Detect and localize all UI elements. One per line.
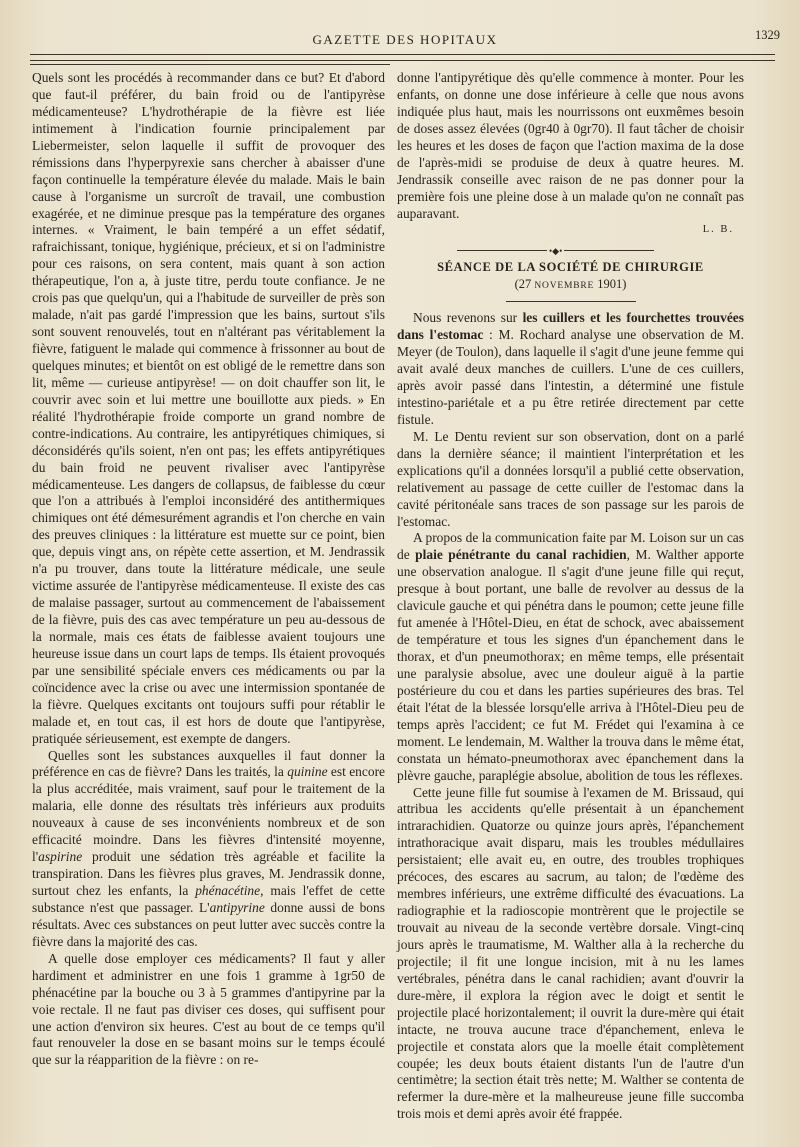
left-column bbox=[32, 70, 385, 1069]
author-signature: L. B. bbox=[702, 224, 734, 236]
term-phenacetine: phénacétine bbox=[195, 883, 261, 898]
paragraph-dosage: A quelle dose employer ces médicaments? Il faut y aller hardiment et administrer en une fois 1 gramme à 1gr50 de phénacétine par la bouche ou 3 à 5 grammes d'antipyrine par la voie rectale. Il ne faut pas diviser ces doses, qui suffisent pour une action d'environ six heures. C'est au bout de ce temps qu'il faut renouveler la dose en se basant moins sur le temps écoulé que sur la réapparition de la fièvre : on re- bbox=[32, 950, 385, 1068]
topic-spoons-forks: les cuillers et les fourchettes trouvées dans l'estomac bbox=[397, 310, 744, 343]
header-double-rule bbox=[30, 54, 775, 61]
paragraph-spinal-wound: A propos de la communication faite par M. Loison sur un cas de plaie pénétrante du canal rachidien, M. Walther apporte une observation analogue. Il s'agit d'une jeune fille qui reçut, presque à bout portant, une balle de revolver au dessus de la clavicule gauche et qui pénétra dans le poumon; cette jeune fille fut amenée à l'Hôtel-Dieu, en état de schock, avec abaissement de température et tous les signes d'un épanchement dans le thorax, et d'un pneumothorax; en même temps, elle présentait une paralysie absolue, avec une douleur aiguë à la partie postérieure du cou et dans les parties supérieures des bras. Tel était l'état de la blessée lorsqu'elle arriva à l'Hôtel-Dieu peu de temps après l'accident; ce fut M. Frédet qui l'examina à ce moment. Le lendemain, M. Walther la trouva dans le même état, constata un hémato-pneumothorax avec épanchement dans la plèvre gauche, paraplégie absolue, abolition de tous les réflexes. bbox=[397, 530, 744, 783]
term-quinine: quinine bbox=[287, 764, 328, 780]
term-antipyrine: antipyrine bbox=[209, 899, 265, 915]
paragraph-brissaud-exam: Cette jeune fille fut soumise à l'examen de M. Brissaud, qui attribua les accidents qu'elle présentait à un épanchement intrarachidien. Quatorze ou quinze jours après, l'épanchement intrathoracique avait disparu, mais les troubles médullaires persistaient; elle avait eu, en outre, des troubles trophiques précoces, des escares au sacrum, au talon; de l'œdème des membres inférieurs, une extrême difficulté des évacuations. La radiographie et la radioscopie montrèrent que le projectile se trouvait au niveau de la seconde vertèbre dorsale. Vingt-cinq jours après le traumatisme, M. Walther alla à la recherche du projectile; il fit une longue incision, mit à nu les lames vertébrales, pénétra dans le canal rachidien; avant d'ouvrir la dure-mère, il explora la région avec le doigt et sentit le projectile placé horizontalement; il ouvrit la dure-mère qui était intacte, ne trouva aucune trace d'épanchement, enleva le projectile et constata alors que la moelle était complètement coupée; les deux bouts étaient distants l'un de l'autre d'un centimètre; la section était très nette; M. Walther se contenta de refermer la dure-mère et la malheureuse jeune fille succomba trois mois et demi après avoir été frappée. bbox=[397, 784, 744, 1122]
left-column-top-rule bbox=[30, 64, 390, 65]
paragraph-dosage-continued: donne l'antipyrétique dès qu'elle commence à monter. Pour les enfants, on donne une dose inférieure à celle que nous avons indiquée plus haut, mais les nourrissons ont euxmêmes besoin de doses assez élevées (0gr40 à 0gr70). Il faut tâcher de choisir les heures et les doses de façon que l'action maxima de la dose de l'après-midi se produise de deux à quatre heures. M. Jendrassik conseille avec raison de ne pas donner pour la première fois une pleine dose à un malade qu'on ne connaît pas auparavant. bbox=[397, 70, 744, 221]
section-divider bbox=[397, 245, 744, 255]
page-number: 1329 bbox=[755, 28, 780, 42]
page-header bbox=[30, 28, 780, 50]
paragraph-le-dentu: M. Le Dentu revient sur son observation, dont on a parlé dans la dernière séance; il maintient l'interprétation et les explications qu'il a données lorsqu'il a publié cette observation, relativement au passage de cette cuiller de l'estomac dans la cavité péritonéale sans traces de son passage sur les parois de l'estomac. bbox=[397, 428, 744, 529]
section-title-rule bbox=[506, 301, 636, 302]
section-date: (27 NOVEMBRE 1901) bbox=[514, 277, 627, 292]
paragraph-spoons-forks: Nous revenons sur les cuillers et les fourchettes trouvées dans l'estomac : M. Rochard analyse une observation de M. Meyer (de Toulon), dans laquelle il s'agit d'une jeune femme qui avait avalé deux manches de cuillers. L'une de ces cuillers, après avoir passé dans l'intestin, a déterminé une fistule intestino-pariétale et a pu être retirée directement par cette fistule. bbox=[397, 310, 744, 427]
term-aspirine: aspirine bbox=[38, 849, 83, 865]
paragraph-bath-vs-antipyresis: Quels sont les procédés à recommander dans ce but? Et d'abord que faut-il préférer, du bain froid ou de l'antipyrèse médicamenteuse? L'hydrothérapie de la fièvre est liée intimement à l'indication fournie principalement par Liebermeister, selon laquelle il suffit de provoquer des rémissions dans l'hyperpyrexie sans chercher à abaisser d'une façon continuelle la température élevée du malade. Mais le bain cause à l'organisme un surcroît de travail, une combustion exagérée, et ne diminue presque pas la température des organes internes. « Vraiment, le bain tempéré a un effet sédatif, rafraichissant, tonique, hygiénique, précieux, et si on l'administre pour ces raisons, on sera content, mais quant à son action thérapeutique, l'on a, à juste titre, perdu toute confiance. Je ne crois pas que quelqu'un, qui a l'habitude de surveiller de près son malade, n'ait pas gardé l'impression que les bains, surtout s'ils sont souvent renouvelés, tout en n'altérant pas véritablement la fièvre, fatiguent le malade qui commence à frissonner au bout de quelques minutes; et bientôt on est obligé de le remettre dans son lit, même — curieuse antipyrèse! — on doit chauffer son lit, le couvrir avec soin et lui mettre une bouillotte aux pieds. » En réalité l'hydrothérapie froide comporte un grand nombre de contre-indications. Au contraire, les antipyrétiques chimiques, si déconsidérés qu'ils soient, n'en ont pas; les effets antipyrétiques du bain froid ne peuvent rivaliser avec l'antipyrèse médicamenteuse. Les dangers de collapsus, de faiblesse du cœur que l'on a attribués à l'emploi inconsidéré des antithermiques chimiques ont été démesurément agrandis et l'on cherche en vain des preuves cliniques : la littérature est muette sur ce point, bien que, depuis vingt ans, on répète cette assertion, et M. Jendrassik n'a pu trouver, dans toute la littérature médicale, une seule victime assurée de l'antipyrèse médicamenteuse. Il existe des cas de malaise passager, surtout au commencement de l'abaissement de la fièvre, puis des cas avec température un peu au-dessous de la normale, mais ces états de faiblesse avaient toujours une heureuse issue dans un court laps de temps. Ils étaient provoqués par une sensibilité spéciale envers ces médicaments ou par la coïncidence avec la crise ou avec une intermission spontanée de la fièvre. Quelques excitants ont toujours suffi pour rétablir le malade et, en tout cas, il est hors de doute que l'antipyrèse, pratiquée sérieusement, est exempte de dangers. bbox=[32, 70, 385, 746]
topic-spinal-wound: plaie pénétrante du canal rachidien bbox=[415, 547, 627, 563]
running-head: GAZETTE DES HOPITAUX bbox=[312, 32, 498, 47]
divider-ornament-glyph: •◆• bbox=[547, 243, 564, 260]
right-column bbox=[397, 70, 744, 1123]
section-title: SÉANCE DE LA SOCIÉTÉ DE CHIRURGIE bbox=[437, 260, 704, 275]
paragraph-substances: Quelles sont les substances auxquelles il faut donner la préférence en cas de fièvre? Dans les traités, la quinine est encore la plus accréditée, mais vraiment, sauf pour le traitement de la malaria, elle donne des résultats très inférieurs aux produits nouveaux à cause de ses inconvénients nombreux et de son efficacité moindre. Dans les fièvres d'intensité moyenne, l'aspirine produit une sédation très agréable et facilite la transpiration. Dans les fièvres plus graves, M. Jendrassik donne, surtout chez les enfants, la phénacétine, mais l'effet de cette substance n'est que passager. L'antipyrine donne aussi de bons résultats. Avec ces substances on peut lutter avec succès contre la fièvre dans la majorité des cas. bbox=[32, 747, 386, 949]
